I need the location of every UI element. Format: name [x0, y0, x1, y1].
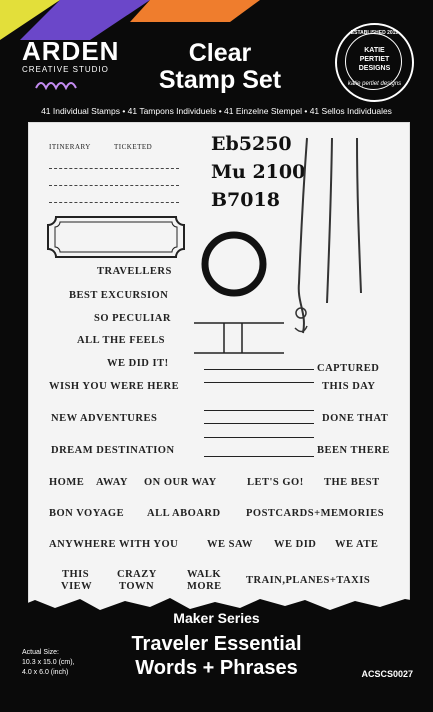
phrase-anywhere-with-you: ANYWHERE WITH YOU	[49, 539, 179, 550]
writing-line	[204, 423, 314, 424]
ticket-itinerary: ITINERARY	[49, 143, 91, 151]
title-line-2: Stamp Set	[158, 66, 282, 94]
brand-name: ARDEN	[22, 36, 120, 66]
sku-code: ACSCS0027	[361, 669, 413, 679]
writing-line	[204, 382, 314, 383]
size-inch: 4.0 x 6.0 (inch)	[22, 669, 69, 676]
writing-line	[204, 369, 314, 370]
phrase-the-best: THE BEST	[324, 477, 380, 488]
stamp-sheet	[28, 122, 410, 614]
phrase-train-planes-taxis: TRAIN,PLANES+TAXIS	[246, 575, 371, 586]
phrase-captured: CAPTURED	[317, 363, 380, 374]
phrase-all-aboard: ALL ABOARD	[147, 508, 221, 519]
seal-line-1: KATIE	[364, 47, 385, 54]
code-stamp-2: Mu 2100	[211, 161, 306, 183]
ticket-dash-line	[49, 168, 179, 169]
brand-subtitle: CREATIVE STUDIO	[22, 65, 109, 74]
phrase-postcards-memories: POSTCARDS+MEMORIES	[246, 508, 385, 519]
twine-tags-stamp	[287, 133, 367, 353]
phrase-this-day: THIS DAY	[322, 381, 376, 392]
stamp-count-line: 41 Individual Stamps • 41 Tampons Individuels • 41 Einzelne Stempel • 41 Sellos Individuales	[41, 106, 392, 116]
code-stamp-1: Eb5250	[211, 133, 292, 155]
phrase-this: THIS	[62, 569, 90, 580]
phrase-more: MORE	[187, 581, 222, 592]
phrase-view: VIEW	[61, 581, 93, 592]
seal-line-2: PERTIET	[359, 56, 390, 63]
phrase-best-excursion: BEST EXCURSION	[69, 290, 169, 301]
product-type-title	[150, 40, 290, 94]
phrase-we-did: WE DID	[274, 539, 317, 550]
brand-swirl-icon	[34, 78, 94, 92]
designer-seal	[335, 23, 414, 102]
circle-frame-stamp	[199, 229, 269, 299]
writing-line	[204, 456, 314, 457]
seal-top-text: ESTABLISHED 2019	[350, 30, 399, 36]
phrase-we-ate: WE ATE	[335, 539, 379, 550]
phrase-new-adventures: NEW ADVENTURES	[51, 413, 158, 424]
ticket-dash-line	[49, 185, 179, 186]
phrase-all-the-feels: ALL THE FEELS	[77, 335, 166, 346]
phrase-been-there: BEEN THERE	[317, 445, 390, 456]
seal-line-3: DESIGNS	[358, 65, 391, 72]
phrase-crazy: CRAZY	[117, 569, 157, 580]
phrase-away: AWAY	[96, 477, 128, 488]
actual-size-info	[22, 648, 102, 678]
title-line-1: Clear	[188, 39, 252, 67]
code-stamp-3: B7018	[211, 189, 280, 211]
phrase-home: HOME	[49, 477, 85, 488]
writing-line	[204, 410, 314, 411]
phrase-on-our-way: ON OUR WAY	[144, 477, 217, 488]
phrase-walk: WALK	[187, 569, 222, 580]
brand-logo	[22, 36, 119, 97]
product-name-line-2: Words + Phrases	[135, 657, 298, 679]
writing-line	[204, 437, 314, 438]
phrase-wish-you-were-here: WISH YOU WERE HERE	[49, 381, 180, 392]
phrase-dream-destination: DREAM DESTINATION	[51, 445, 175, 456]
ticket-dash-line	[49, 202, 179, 203]
maker-series-label: Maker Series	[173, 610, 260, 626]
phrase-travellers: TRAVELLERS	[97, 266, 172, 277]
phrase-so-peculiar: SO PECULIAR	[94, 313, 171, 324]
phrase-bon-voyage: BON VOYAGE	[49, 508, 125, 519]
label-frame-stamp	[46, 215, 186, 259]
phrase-done-that: DONE THAT	[322, 413, 389, 424]
size-label: Actual Size:	[22, 649, 59, 656]
rule-lines-stamp	[194, 318, 284, 358]
product-name-line-1: Traveler Essential	[131, 633, 302, 655]
phrase-we-did-it: WE DID IT!	[107, 358, 169, 369]
phrase-we-saw: WE SAW	[207, 539, 253, 550]
seal-bottom-text: katie pertiet designs	[347, 81, 402, 87]
ticket-ticketed: TICKETED	[114, 143, 153, 151]
size-cm: 10.3 x 15.0 (cm),	[22, 659, 75, 666]
phrase-town: TOWN	[119, 581, 155, 592]
phrase-lets-go: LET'S GO!	[247, 477, 304, 488]
